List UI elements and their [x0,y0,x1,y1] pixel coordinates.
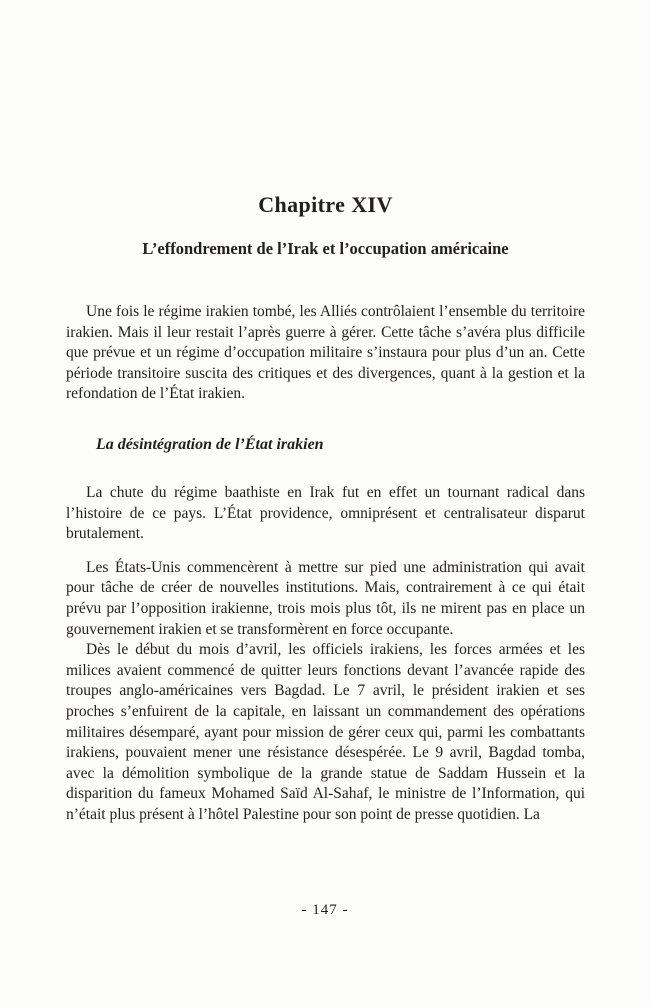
intro-paragraph: Une fois le régime irakien tombé, les Alliés contrôlaient l’ensemble du territoire irakien. Mais il leur restait l’après guerre à gérer. Cette tâche s’avéra plus difficile que prévue et un régime d’occupation militaire s’instaura pour plus d’un an. Cette période transitoire suscita des critiques et des divergences, quant à la gestion et la refondation de l’État irakien. [66,303,585,403]
section-paragraph-2: Les États-Unis commencèrent à mettre sur pied une administration qui avait pour tâche de créer de nouvelles institutions. Mais, contrairement à ce qui était prévu par l’opposition irakienne, trois mois plus tôt, ils ne mirent pas en place un gouvernement irakien et se transformèrent en force occupante. [66,558,585,638]
section-paragraph-3: Dès le début du mois d’avril, les officiels irakiens, les forces armées et les milices avaient commencé de quitter leurs fonctions devant l’avancée rapide des troupes anglo-américaines vers Bagdad. Le 7 avril, le président irakien et ses proches s’enfuirent de la capitale, en laissant un commandement des opérations militaires désemparé, ayant pour mission de gérer ceux qui, parmi les combattants irakiens, pouvaient mener une résistance désespérée. Le 9 avril, Bagdad tomba, avec la démolition symbolique de la grande statue de Saddam Hussein et la disparition du fameux Mohamed Saïd Al-Sahaf, le ministre de l’Information, qui n’était plus présent à l’hôtel Palestine pour son point de presse quotidien. La [66,641,585,823]
chapter-title: Chapitre XIV [258,192,393,217]
chapter-subtitle: L’effondrement de l’Irak et l’occupation américaine [142,239,509,258]
page-number: - 147 - [301,902,349,918]
section-heading: La désintégration de l’État irakien [96,435,324,453]
section-paragraph-1: La chute du régime baathiste en Irak fut en effet un tournant radical dans l’histoire de ce pays. L’État providence, omniprésent et centralisateur disparut brutalement. [66,483,585,543]
